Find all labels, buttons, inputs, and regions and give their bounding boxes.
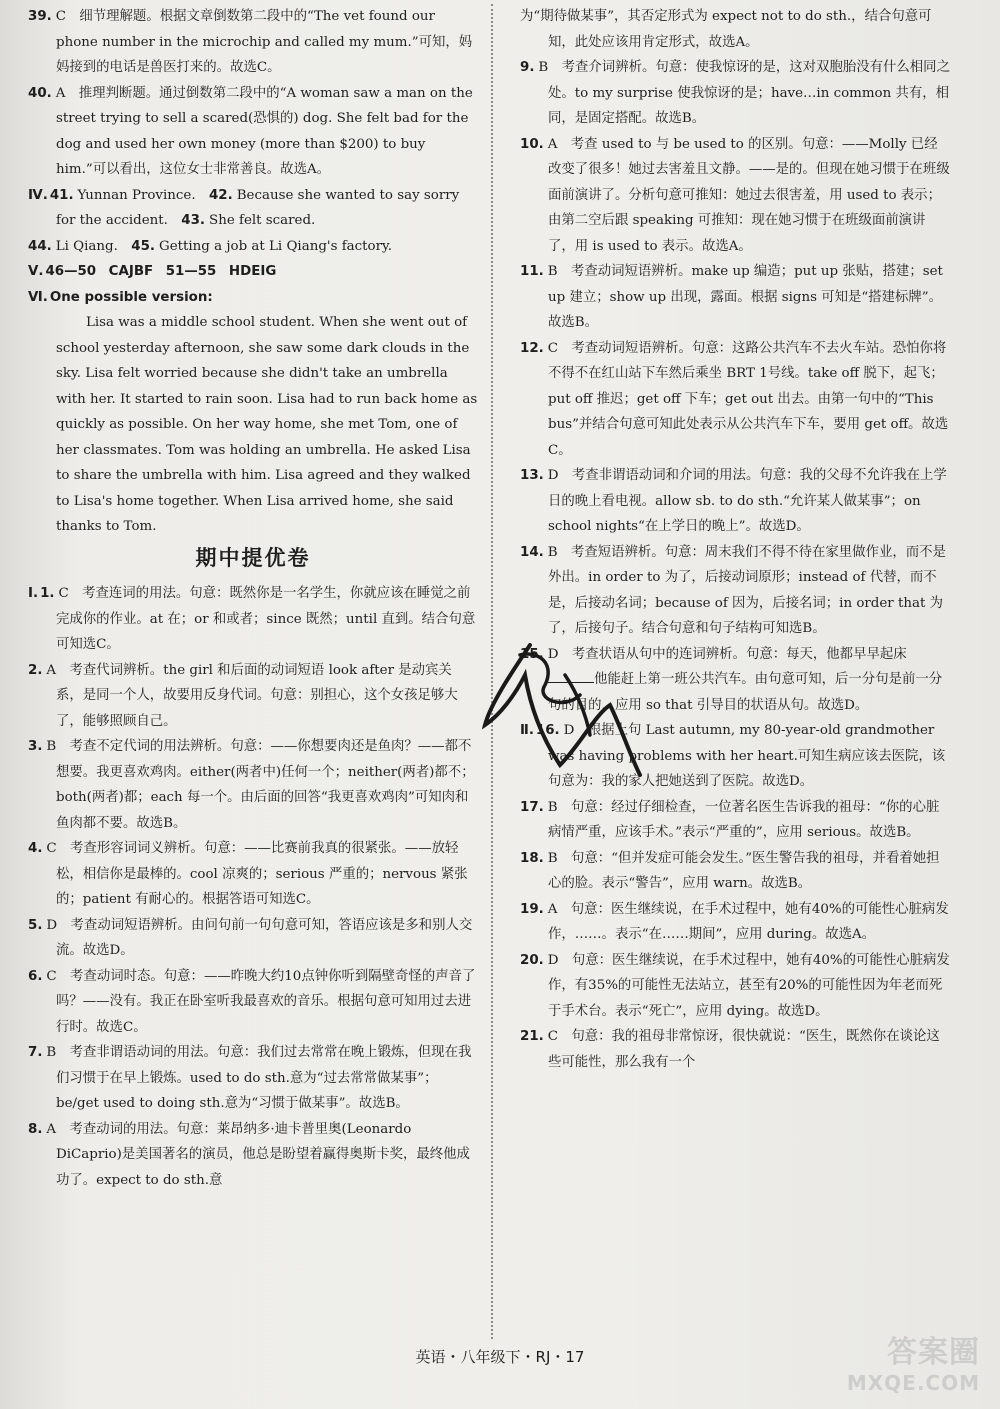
answer-item-21: 21. C 句意：我的祖母非常惊讶，很快就说：“医生，既然你在谈论这些可能性，那么我有一个	[520, 1029, 940, 1070]
answer-item-3: 3. B 考查不定代词的用法辨析。句意：——你想要肉还是鱼肉？——都不想要。我更喜欢鸡肉。either(两者中)任何一个；neither(两者)都不；both(两者)都；each 每一个。由后面的回答“我更喜欢鸡肉”可知肉和鱼肉都不要。故选B。	[28, 739, 475, 831]
page-footer: 英语・八年级下・RJ・17	[415, 1348, 585, 1366]
answer-item-18: 18. B 句意：“但并发症可能会发生。”医生警告我的祖母，并看着她担心的脸。表示“警告”，应用 warn。故选B。	[520, 850, 940, 891]
answer-item-39: 39. C 细节理解题。根据文章倒数第二段中的“The vet found our phone number in the microchip and called my mum.”可知，妈妈接到的电话是兽医打来的。故选C。	[28, 9, 473, 75]
answer-item-8: 8. A 考查动词的用法。句意：莱昂纳多·迪卡普里奥(Leonardo DiCaprio)是美国著名的演员，他总是盼望着赢得奥斯卡奖，最终他成功了。expect to do sth.意	[28, 1121, 470, 1188]
answer-item-17: 17. B 句意：经过仔细检查，一位著名医生告诉我的祖母：“你的心脏病情严重，应该手术。”表示“严重的”，应用 serious。故选B。	[520, 799, 940, 840]
answer-item-8-continued: 为“期待做某事”，其否定形式为 expect not to do sth.，结合句意可知，此处应该用肯定形式，故选A。	[520, 9, 932, 50]
answer-item-9: 9. B 考查介词辨析。句意：使我惊讶的是，这对双胞胎没有什么相同之处。to my surprise 使我惊讶的是；have…in common 共有，相同，是固定搭配。故选B。	[520, 60, 950, 126]
section-iv-line2: 44. Li Qiang. 45. Getting a job at Li Qiang's factory.	[28, 238, 393, 254]
watermark-logo	[790, 1325, 990, 1405]
answer-item-12: 12. C 考查动词短语辨析。句意：这路公共汽车不去火车站。恐怕你将不得不在红山站下车然后乘坐 BRT 1号线。take off 脱下，起飞；put off 推迟；get off 下车；get out 出去。由第一句中的“This bus”并结合句意可知此处表示从公共汽车下车，要用 get off。故选C。	[520, 340, 949, 458]
answer-item-11: 11. B 考查动词短语辨析。make up 编造；put up 张贴，搭建；set up 建立；show up 出现，露面。根据 signs 可知是“搭建标牌”。故选B。	[520, 264, 943, 330]
watermark-url: MXQE.COM	[846, 1371, 980, 1395]
left-column	[28, 4, 478, 1193]
section-vi-heading: Ⅵ. One possible version:	[28, 289, 213, 305]
answer-item-5: 5. D 考查动词短语辨析。由问句前一句句意可知，答语应该是多和别人交流。故选D。	[28, 917, 473, 958]
section-iv-line1: Ⅳ. 41. Yunnan Province. 42. Because she wanted to say sorry for the accident. 43. She felt scared.	[28, 187, 460, 228]
model-essay: Lisa was a middle school student. When she went out of school yesterday afternoon, she saw some dark clouds in the sky. Lisa felt worried because she didn't take an umbrella with her. It started to rain soon. Lisa had to run back home as quickly as possible. On her way home, she met Tom, one of her classmates. Tom was holding an umbrella. He asked Lisa to share the umbrella with him. Lisa agreed and they walked to Lisa's home together. When Lisa arrived home, she said thanks to Tom.	[56, 315, 478, 534]
answer-item-6: 6. C 考查动词时态。句意：——昨晚大约10点钟你听到隔壁奇怪的声音了吗？——没有。我正在卧室听我最喜欢的音乐。根据句意可知用过去进行时。故选C。	[28, 968, 476, 1035]
section-v: Ⅴ. 46—50 CAJBF 51—55 HDEIG	[28, 264, 277, 279]
watermark-text: 答案圈	[887, 1335, 980, 1370]
answer-item-13: 13. D 考查非谓语动词和介词的用法。句意：我的父母不允许我在上学日的晚上看电视。allow sb. to do sth.“允许某人做某事”；on school nights“在上学日的晚上”。故选D。	[520, 468, 947, 534]
right-column	[520, 4, 950, 1075]
answer-item-20: 20. D 句意：医生继续说，在手术过程中，她有40%的可能性心脏病发作，有35%的可能性无法站立，甚至有20%的可能性因为年老而死于手术台。表示“死亡”，应用 dying。故选D。	[520, 952, 950, 1019]
answer-item-40: 40. A 推理判断题。通过倒数第二段中的“A woman saw a man on the street trying to sell a scared(恐惧的) dog. She felt bad for the dog and used her own money (more than $200) to buy him.”可以看出，这位女士非常善良。故选A。	[28, 85, 473, 177]
answer-item-19: 19. A 句意：医生继续说，在手术过程中，她有40%的可能性心脏病发作，……。表示“在……期间”，应用 during。故选A。	[520, 901, 949, 942]
answer-item-10: 10. A 考查 used to 与 be used to 的区别。句意：——Molly 已经改变了很多！她过去害羞且文静。——是的。但现在她习惯于在班级面前演讲了。分析句意可推知：她过去很害羞，用 used to 表示；由第二空后跟 speaking 可推知：现在她习惯于在班级面前演讲了，用 is used to 表示。故选A。	[520, 136, 950, 254]
answer-item-14: 14. B 考查短语辨析。句意：周末我们不得不待在家里做作业，而不是外出。in order to 为了，后接动词原形；instead of 代替，而不是，后接动名词；because of 因为，后接名词；in order that 为了，后接句子。结合句意和句子结构可知选B。	[520, 544, 946, 636]
answer-item-15: 15. D 考查状语从句中的连词辨析。句意：每天，他都早早起床他能赶上第一班公共汽车。由句意可知，后一分句是前一分句的目的，应用 so that 引导目的状语从句。故选D。	[520, 646, 943, 713]
answer-item-1: Ⅰ. 1. C 考查连词的用法。句意：既然你是一名学生，你就应该在睡觉之前完成你的作业。at 在；or 和或者；since 既然；until 直到。结合句意可知选C。	[28, 586, 476, 652]
section-title: 期中提优卷	[195, 545, 311, 570]
answer-item-7: 7. B 考查非谓语动词的用法。句意：我们过去常常在晚上锻炼，但现在我们习惯于在早上锻炼。used to do sth.意为“过去常常做某事”；be/get used to doing sth.意为“习惯于做某事”。故选B。	[28, 1045, 472, 1111]
answer-item-4: 4. C 考查形容词词义辨析。句意：——比赛前我真的很紧张。——放轻松，相信你是最棒的。cool 凉爽的；serious 严重的；nervous 紧张的；patient 有耐心的。根据答语可知选C。	[28, 841, 468, 907]
answer-item-2: 2. A 考查代词辨析。the girl 和后面的动词短语 look after 是动宾关系，是同一个人，故要用反身代词。句意：别担心，这个女孩足够大了，能够照顾自己。	[28, 662, 458, 729]
answer-item-16: Ⅱ. 16. D 根据上句 Last autumn, my 80-year-old grandmother was having problems with her heart.可知生病应该去医院，该句意为：我的家人把她送到了医院。故选D。	[520, 723, 946, 789]
handwritten-scribble	[470, 615, 660, 805]
